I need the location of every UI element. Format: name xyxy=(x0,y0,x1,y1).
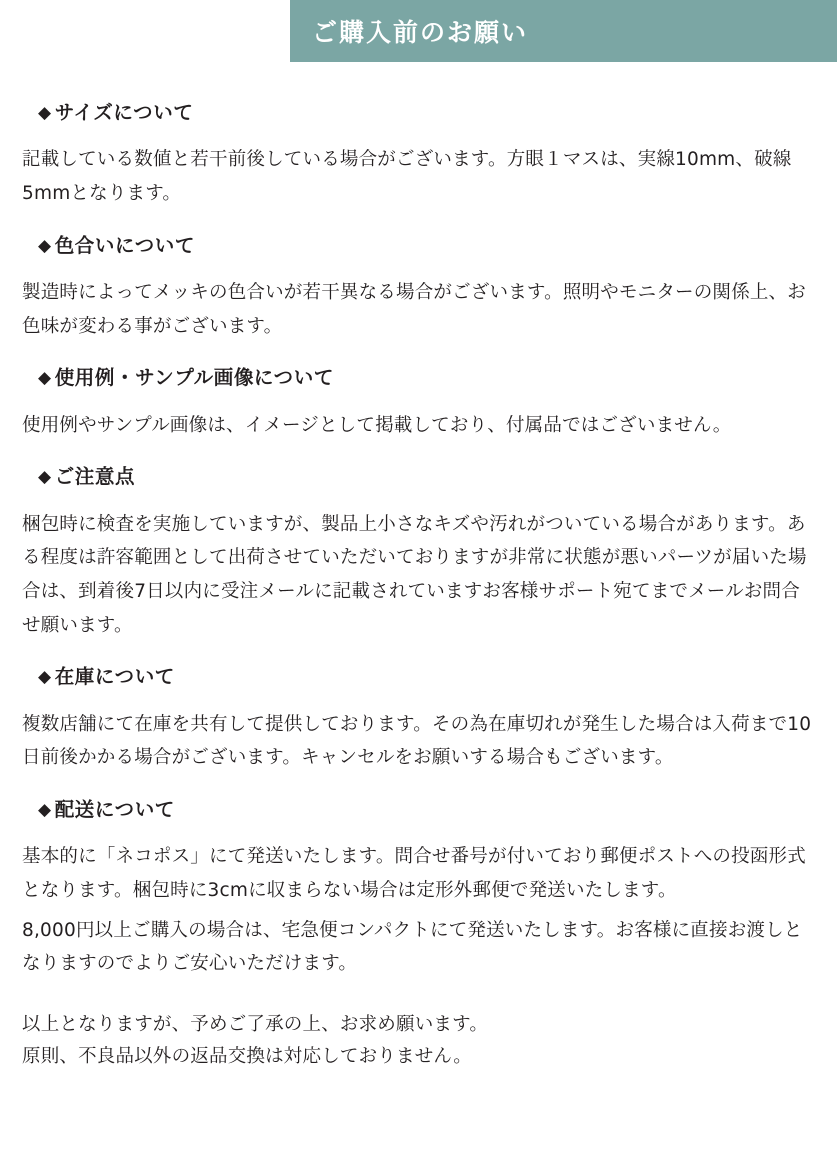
section-heading-label: 在庫について xyxy=(54,665,175,689)
section-heading-label: ご注意点 xyxy=(54,465,136,489)
section-shipping xyxy=(22,797,815,981)
closing-note xyxy=(22,1009,815,1073)
section-paragraph: 基本的に「ネコポス」にて発送いたします。問合せ番号が付いており郵便ポストへの投函形式となります。梱包時に3cmに収まらない場合は定形外郵便で発送いたします。 xyxy=(22,846,806,901)
section-heading xyxy=(38,664,815,689)
section-paragraph: 使用例やサンプル画像は、イメージとして掲載しており、付属品ではございません。 xyxy=(22,414,732,436)
section-color xyxy=(22,233,815,344)
section-paragraph: 複数店舗にて在庫を共有して提供しております。その為在庫切れが発生した場合は入荷まで10日前後かかる場合がございます。キャンセルをお願いする場合もございます。 xyxy=(22,713,812,769)
section-heading-label: 使用例・サンプル画像について xyxy=(54,366,334,390)
diamond-bullet-icon: ◆ xyxy=(38,467,52,488)
diamond-bullet-icon: ◆ xyxy=(38,368,52,389)
diamond-bullet-icon: ◆ xyxy=(38,799,52,820)
section-heading xyxy=(38,464,815,489)
section-heading xyxy=(38,233,815,258)
page-title: ご購入前のお願い xyxy=(312,18,529,47)
diamond-bullet-icon: ◆ xyxy=(38,235,52,256)
section-size xyxy=(22,100,815,211)
section-paragraph: 8,000円以上ご購入の場合は、宅急便コンパクトにて発送いたします。お客様に直接お渡しとなりますのでよりご安心いただけます。 xyxy=(22,919,803,975)
section-cautions xyxy=(22,464,815,642)
closing-line-1: 以上となりますが、予めご了承の上、お求め願います。 xyxy=(22,1013,489,1035)
section-paragraph: 梱包時に検査を実施していますが、製品上小さなキズや汚れがついている場合があります。ある程度は許容範囲として出荷させていただいておりますが非常に状態が悪いパーツが届いた場合は、到着後7日以内に受注メールに記載されていますお客様サポート宛てまでメールお問合せ願います。 xyxy=(22,513,807,636)
section-heading xyxy=(38,100,815,125)
page-header-band xyxy=(0,0,837,62)
diamond-bullet-icon: ◆ xyxy=(38,667,52,688)
section-heading xyxy=(38,797,815,822)
notice-content xyxy=(0,62,837,1073)
section-heading-label: サイズについて xyxy=(54,101,194,124)
diamond-bullet-icon: ◆ xyxy=(38,103,52,123)
section-heading-label: 色合いについて xyxy=(54,233,195,257)
closing-line-2: 原則、不良品以外の返品交換は対応しておりません。 xyxy=(22,1045,472,1067)
section-heading xyxy=(38,365,815,390)
section-stock xyxy=(22,664,815,775)
section-heading-label: 配送について xyxy=(54,797,175,821)
section-paragraph: 製造時によってメッキの色合いが若干異なる場合がございます。照明やモニターの関係上、お色味が変わる事がございます。 xyxy=(22,282,806,337)
section-sample-images xyxy=(22,365,815,442)
section-paragraph: 記載している数値と若干前後している場合がございます。方眼１マスは、実線10mm、破線5mmとなります。 xyxy=(22,149,792,204)
